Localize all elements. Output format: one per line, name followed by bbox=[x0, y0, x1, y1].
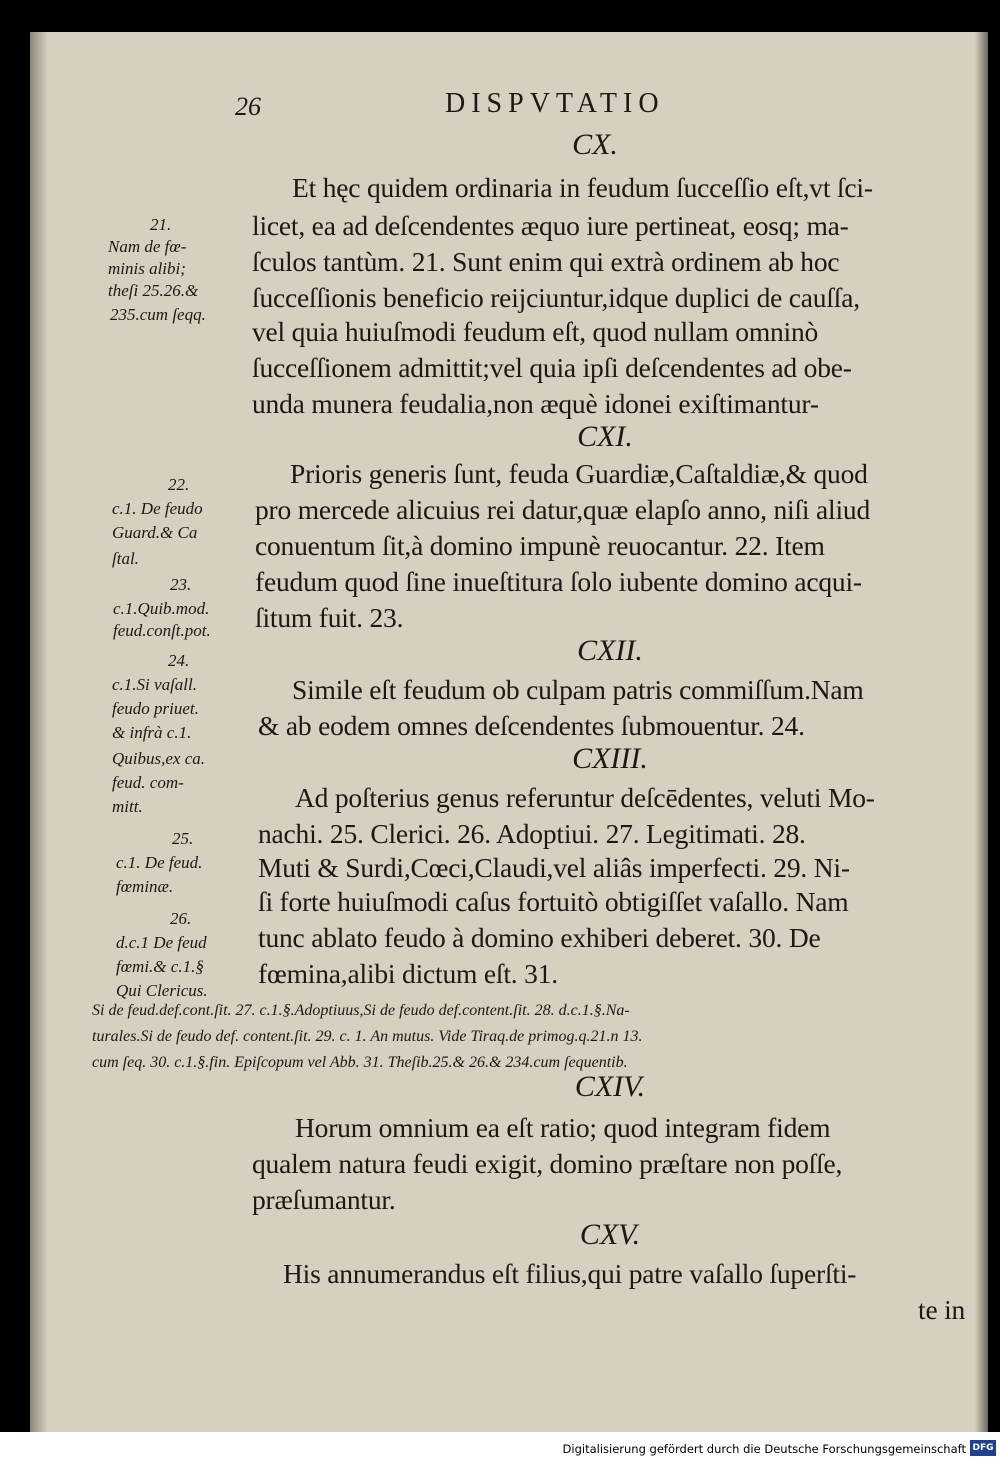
body-line: qualem natura feudi exigit, domino præſtare non poſſe, bbox=[252, 1148, 843, 1179]
margin-note: Quibus,ex ca. bbox=[112, 749, 206, 768]
bottom-note-line: Si de feud.def.cont.ſit. 27. c.1.§.Adoptiuus,Si de feudo def.content.ſit. 28. d.c.1.§.Na- bbox=[92, 1002, 630, 1019]
margin-note: Guard.& Ca bbox=[112, 523, 198, 542]
margin-note: fœminæ. bbox=[116, 877, 174, 896]
body-line: unda munera feudalia,non æquè idonei exiſtimantur- bbox=[252, 388, 819, 419]
margin-note: 235.cum ſeqq. bbox=[110, 305, 206, 324]
margin-note: Nam de fœ- bbox=[108, 237, 187, 256]
body-line: feudum quod ſine inueſtitura ſolo iubente domino acqui- bbox=[255, 566, 862, 597]
body-line: conuentum ſit,à domino impunè reuocantur. 22. Item bbox=[255, 530, 825, 561]
section-heading-cxiv: CXIV. bbox=[574, 1070, 646, 1103]
margin-note: ſtal. bbox=[112, 549, 139, 568]
margin-note: c.1. De feud. bbox=[116, 853, 203, 872]
section-heading-cxiii: CXIII. bbox=[572, 742, 648, 775]
margin-note: d.c.1 De feud bbox=[116, 933, 207, 952]
body-line: Horum omnium ea eſt ratio; quod integram fidem bbox=[295, 1112, 831, 1143]
dfg-logo: DFG bbox=[970, 1440, 996, 1456]
margin-note: c.1. De feudo bbox=[112, 499, 203, 518]
bottom-note-line: cum ſeq. 30. c.1.§.fin. Epiſcopum vel Abb. 31. Theſib.25.& 26.& 234.cum ſequentib. bbox=[92, 1054, 628, 1071]
body-line: & ab eodem omnes deſcendentes ſubmouentur. 24. bbox=[258, 710, 805, 741]
body-line: His annumerandus eſt filius,qui patre vaſallo ſuperſti- bbox=[283, 1258, 857, 1289]
margin-note: 21. bbox=[150, 215, 172, 234]
body-line: ſi forte huiuſmodi caſus fortuitò obtigiſſet vaſallo. Nam bbox=[258, 886, 849, 917]
margin-note: minis alibi; bbox=[108, 259, 186, 278]
body-line: ſculos tantùm. 21. Sunt enim qui extrà ordinem ab hoc bbox=[252, 246, 840, 277]
page-edge-shadow bbox=[975, 32, 988, 1432]
body-line: Prioris generis ſunt, feuda Guardiæ,Caſtaldiæ,& quod bbox=[290, 458, 868, 489]
running-title: DISPVTATIO bbox=[445, 88, 665, 119]
body-line: Simile eſt feudum ob culpam patris commiſſum.Nam bbox=[292, 674, 864, 705]
margin-note: 26. bbox=[170, 909, 192, 928]
bottom-note-line: turales.Si de feudo def. content.ſit. 29. c. 1. An mutus. Vide Tiraq.de primog.q.21.n 13. bbox=[92, 1028, 643, 1045]
body-line: ſitum fuit. 23. bbox=[255, 602, 404, 633]
margin-note: & infrà c.1. bbox=[112, 723, 192, 742]
body-line: fœmina,alibi dictum eſt. 31. bbox=[258, 958, 558, 989]
body-line: licet, ea ad deſcendentes æquo iure pertineat, eosq; ma- bbox=[252, 210, 849, 241]
body-line: præſumantur. bbox=[252, 1184, 396, 1215]
page-number: 26 bbox=[235, 92, 261, 121]
digitization-footer bbox=[0, 1432, 1000, 1464]
page-gutter-shadow bbox=[30, 32, 48, 1432]
section-heading-cx: CX. bbox=[572, 128, 618, 161]
body-line: pro mercede alicuius rei datur,quæ elapſo anno, niſi aliud bbox=[255, 494, 871, 525]
margin-note: theſi 25.26.& bbox=[108, 281, 199, 300]
margin-note: feud. com- bbox=[112, 773, 184, 792]
body-line: Ad poſterius genus referuntur deſcēdentes, veluti Mo- bbox=[295, 782, 875, 813]
margin-note: feud.conſt.pot. bbox=[113, 621, 211, 640]
body-line: te in bbox=[918, 1294, 966, 1325]
section-heading-cxi: CXI. bbox=[577, 420, 633, 453]
margin-note: feudo priuet. bbox=[112, 699, 199, 718]
margin-note: fœmi.& c.1.§ bbox=[116, 957, 204, 976]
margin-note: 23. bbox=[170, 575, 192, 594]
margin-note: 24. bbox=[168, 651, 190, 670]
body-line: ſucceſſionem admittit;vel quia ipſi deſcendentes ad obe- bbox=[252, 352, 852, 383]
margin-note: mitt. bbox=[112, 797, 143, 816]
margin-note: Qui Clericus. bbox=[116, 981, 208, 1000]
margin-note: 22. bbox=[168, 475, 190, 494]
margin-note: c.1.Si vaſall. bbox=[112, 675, 197, 694]
body-line: tunc ablato feudo à domino exhiberi deberet. 30. De bbox=[258, 922, 821, 953]
body-line: Muti & Surdi,Cœci,Claudi,vel aliâs imperfecti. 29. Ni- bbox=[258, 852, 850, 883]
footer-credit-text: Digitalisierung gefördert durch die Deutsche Forschungsgemeinschaft bbox=[562, 1442, 966, 1456]
body-line: vel quia huiuſmodi feudum eſt, quod nullam omninò bbox=[252, 316, 819, 347]
section-heading-cxv: CXV. bbox=[579, 1218, 641, 1251]
body-line: nachi. 25. Clerici. 26. Adoptiui. 27. Legitimati. 28. bbox=[258, 818, 806, 849]
body-line: Et hęc quidem ordinaria in feudum ſucceſſio eſt,vt ſci- bbox=[292, 172, 873, 203]
section-heading-cxii: CXII. bbox=[577, 634, 643, 667]
body-line: ſucceſſionis beneficio reijciuntur,idque duplici de cauſſa, bbox=[252, 282, 860, 313]
margin-note: c.1.Quib.mod. bbox=[113, 599, 210, 618]
margin-note: 25. bbox=[172, 829, 194, 848]
